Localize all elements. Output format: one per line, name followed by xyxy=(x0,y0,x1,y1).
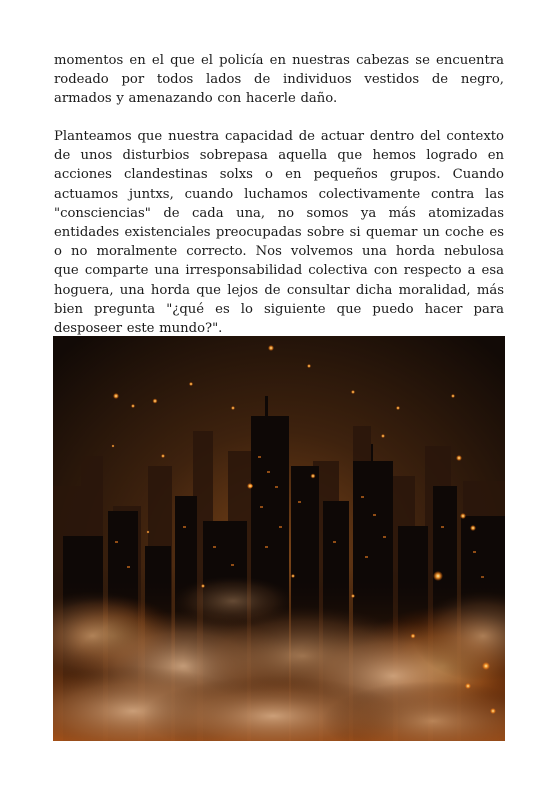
paragraph-2-line: entidades existenciales preocupadas sobre si quemar un coche es xyxy=(54,224,504,240)
burning-city-illustration xyxy=(53,336,505,741)
paragraph-2-line: o no moralmente correcto. Nos volvemos una horda nebulosa xyxy=(54,244,504,260)
paragraph-2-line: que comparte una irresponsabilidad colectiva con respecto a esa xyxy=(54,263,504,279)
paragraph-1-line: momentos en el que el policía en nuestras cabezas se encuentra xyxy=(54,53,504,68)
burning-city-image xyxy=(53,336,505,741)
paragraph-2-line: hoguera, una horda que lejos de consultar dicha moralidad, más xyxy=(54,282,504,298)
paragraph-2-line: desposeer este mundo?". xyxy=(54,320,223,336)
paragraph-2-line: "consciencias" de cada una, no somos ya más atomizadas xyxy=(54,205,504,221)
paragraph-1-line: armados y amenazando con hacerle daño. xyxy=(54,91,338,107)
paragraph-2-line: acciones clandestinas solxs o en pequeños grupos. Cuando xyxy=(54,167,504,183)
paragraph-2 xyxy=(54,127,504,338)
paragraph-1-line: rodeado por todos lados de individuos vestidos de negro, xyxy=(54,72,504,88)
paragraph-2-line: de unos disturbios sobrepasa aquella que hemos logrado en xyxy=(54,148,504,164)
paragraph-1 xyxy=(54,51,504,109)
paragraph-2-line: bien pregunta "¿qué es lo siguiente que puedo hacer para xyxy=(54,301,504,317)
paragraph-2-line: actuamos juntxs, cuando luchamos colectivamente contra las xyxy=(54,186,504,202)
paragraph-2-line: Planteamos que nuestra capacidad de actuar dentro del contexto xyxy=(54,129,504,144)
